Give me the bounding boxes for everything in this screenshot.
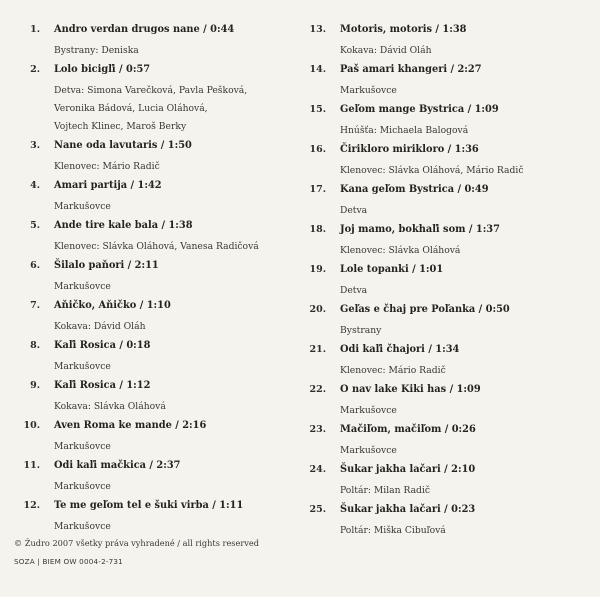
track-credit: Detva (340, 205, 368, 216)
track-credit: Markušovce (54, 481, 111, 492)
track-entry (14, 300, 284, 340)
track-heading (300, 424, 570, 444)
tracklist-left-column (14, 24, 284, 540)
track-title: Lole topanki / 1:01 (340, 264, 444, 275)
tracklist-right-column (300, 24, 570, 544)
track-credit: Detva (340, 285, 368, 296)
track-credit: Detva: Simona Varečková, Pavla Pešková, (54, 85, 248, 96)
track-number: 14. (309, 64, 326, 75)
track-entry (14, 460, 284, 500)
track-entry (300, 424, 570, 464)
track-title: Andro verdan drugos nane / 0:44 (54, 24, 235, 35)
track-title: Nane oda lavutaris / 1:50 (54, 140, 192, 151)
track-credit: Bystrany (340, 325, 382, 336)
track-credit: Klenovec: Slávka Oláhová (340, 245, 461, 256)
track-number: 11. (23, 460, 40, 471)
track-credit: Kokava: Dávid Oláh (340, 45, 432, 56)
track-heading (300, 304, 570, 324)
track-entry (14, 380, 284, 420)
track-entry (300, 264, 570, 304)
track-title: Geľom mange Bystrica / 1:09 (340, 104, 499, 115)
track-heading (300, 104, 570, 124)
track-heading (14, 220, 284, 240)
track-credit: Markušovce (54, 201, 111, 212)
track-title: Joj mamo, bokhaľi som / 1:37 (340, 224, 500, 235)
track-credit: Markušovce (54, 521, 111, 532)
track-heading (14, 64, 284, 84)
track-number: 17. (309, 184, 326, 195)
track-credit: Bystrany: Deniska (54, 45, 139, 56)
track-title: Odi kaľi mačkica / 2:37 (54, 460, 181, 471)
track-number: 20. (309, 304, 326, 315)
track-heading (14, 300, 284, 320)
track-heading (14, 340, 284, 360)
track-credit: Klenovec: Slávka Oláhová, Mário Radič (340, 165, 524, 176)
track-entry (300, 184, 570, 224)
track-credit: Klenovec: Mário Radič (54, 161, 160, 172)
track-credit: Kokava: Slávka Oláhová (54, 401, 166, 412)
track-number: 1. (30, 24, 40, 35)
track-entry (14, 64, 284, 140)
track-entry (14, 500, 284, 540)
track-title: Odi kaľi čhajori / 1:34 (340, 344, 460, 355)
track-number: 24. (309, 464, 326, 475)
track-entry (14, 340, 284, 380)
track-number: 2. (30, 64, 40, 75)
track-heading (300, 64, 570, 84)
track-number: 19. (309, 264, 326, 275)
track-number: 12. (23, 500, 40, 511)
track-number: 23. (309, 424, 326, 435)
track-title: Motoris, motoris / 1:38 (340, 24, 467, 35)
track-title: Šilalo paňori / 2:11 (54, 260, 159, 271)
rights-codes: SOZA | BIEM OW 0004-2-731 (14, 557, 123, 566)
track-title: O nav lake Kiki has / 1:09 (340, 384, 481, 395)
track-heading (14, 140, 284, 160)
track-title: Čirikloro mirikloro / 1:36 (340, 144, 479, 155)
track-heading (300, 464, 570, 484)
track-number: 18. (309, 224, 326, 235)
track-credit: Veronika Bádová, Lucia Oláhová, (54, 103, 208, 114)
track-number: 15. (309, 104, 326, 115)
track-number: 22. (309, 384, 326, 395)
track-heading (14, 380, 284, 400)
track-credit: Markušovce (54, 441, 111, 452)
track-title: Ande tire kale bala / 1:38 (54, 220, 193, 231)
track-title: Kaľi Rosica / 1:12 (54, 380, 151, 391)
track-credit: Markušovce (340, 405, 397, 416)
track-number: 3. (30, 140, 40, 151)
track-credit: Klenovec: Slávka Oláhová, Vanesa Radičová (54, 241, 259, 252)
track-heading (14, 460, 284, 480)
track-number: 6. (30, 260, 40, 271)
track-title: Aven Roma ke mande / 2:16 (54, 420, 207, 431)
track-heading (14, 500, 284, 520)
track-entry (14, 260, 284, 300)
track-entry (300, 344, 570, 384)
track-entry (300, 64, 570, 104)
track-credit: Hnúšťa: Michaela Balogová (340, 125, 469, 136)
track-title: Paš amari khangeri / 2:27 (340, 64, 482, 75)
track-heading (300, 384, 570, 404)
track-number: 7. (30, 300, 40, 311)
track-entry (300, 104, 570, 144)
track-entry (300, 144, 570, 184)
track-entry (14, 140, 284, 180)
track-entry (14, 180, 284, 220)
track-entry (300, 224, 570, 264)
track-credit: Poltár: Miška Cibuľová (340, 525, 446, 536)
track-number: 25. (309, 504, 326, 515)
track-number: 4. (30, 180, 40, 191)
track-heading (300, 344, 570, 364)
track-entry (300, 464, 570, 504)
track-credit: Markušovce (54, 361, 111, 372)
track-number: 10. (23, 420, 40, 431)
track-number: 5. (30, 220, 40, 231)
track-number: 21. (309, 344, 326, 355)
track-title: Šukar jakha lačari / 0:23 (340, 504, 476, 515)
track-title: Šukar jakha lačari / 2:10 (340, 464, 476, 475)
track-heading (14, 420, 284, 440)
track-credit: Vojtech Klinec, Maroš Berky (54, 121, 187, 132)
track-heading (300, 504, 570, 524)
track-heading (14, 260, 284, 280)
track-heading (300, 24, 570, 44)
track-entry (300, 504, 570, 544)
track-title: Kaľi Rosica / 0:18 (54, 340, 151, 351)
track-number: 9. (30, 380, 40, 391)
track-title: Aňičko, Aňičko / 1:10 (54, 300, 171, 311)
track-number: 16. (309, 144, 326, 155)
track-heading (300, 264, 570, 284)
track-entry (14, 420, 284, 460)
track-credit: Klenovec: Mário Radič (340, 365, 446, 376)
track-entry (300, 304, 570, 344)
track-title: Amari partija / 1:42 (54, 180, 162, 191)
track-credit: Markušovce (340, 85, 397, 96)
track-credit: Poltár: Milan Radič (340, 485, 431, 496)
track-credit: Kokava: Dávid Oláh (54, 321, 146, 332)
track-entry (14, 24, 284, 64)
track-credit: Markušovce (340, 445, 397, 456)
track-heading (300, 184, 570, 204)
track-entry (14, 220, 284, 260)
track-heading (14, 24, 284, 44)
track-heading (14, 180, 284, 200)
track-heading (300, 224, 570, 244)
track-heading (300, 144, 570, 164)
track-entry (300, 384, 570, 424)
track-title: Mačiľom, mačiľom / 0:26 (340, 424, 476, 435)
track-number: 8. (30, 340, 40, 351)
track-number: 13. (309, 24, 326, 35)
copyright-notice: © Žudro 2007 všetky práva vyhradené / all rights reserved (14, 538, 259, 548)
track-title: Kana geľom Bystrica / 0:49 (340, 184, 489, 195)
track-entry (300, 24, 570, 64)
track-title: Te me geľom tel e šuki virba / 1:11 (54, 500, 244, 511)
track-title: Lolo bicigľi / 0:57 (54, 64, 151, 75)
track-title: Geľas e čhaj pre Poľanka / 0:50 (340, 304, 510, 315)
track-credit: Markušovce (54, 281, 111, 292)
